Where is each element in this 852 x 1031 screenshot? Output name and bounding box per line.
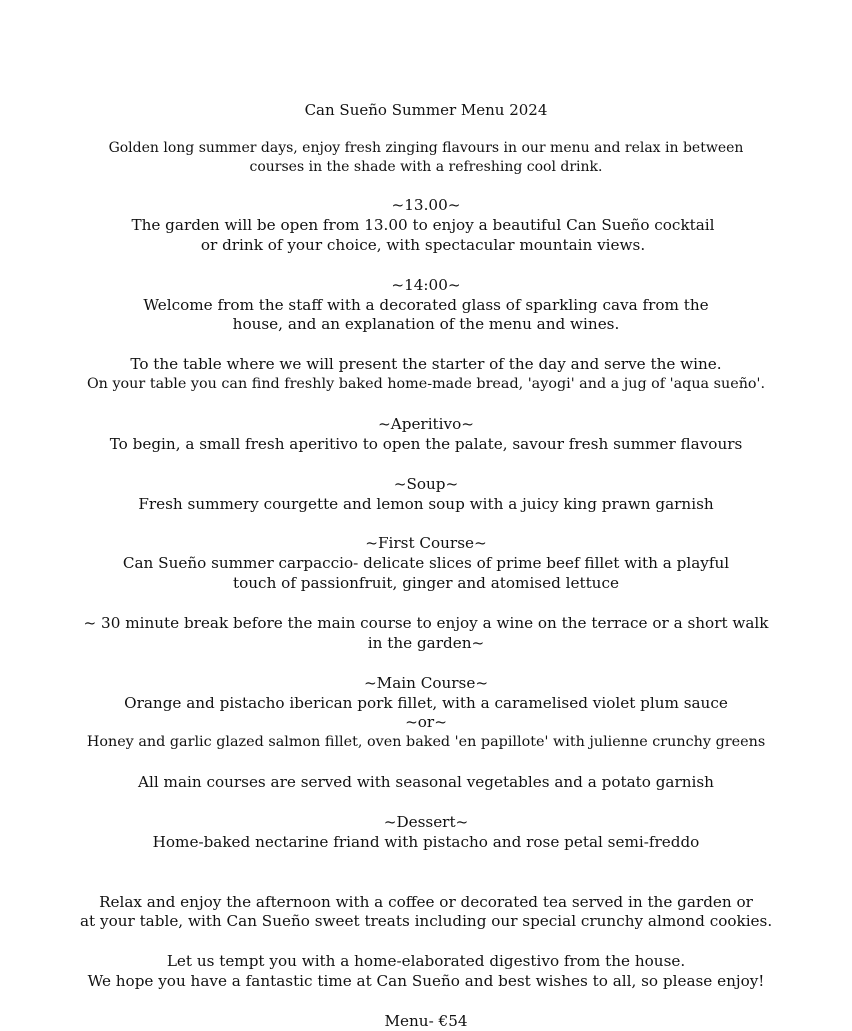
aperitivo-text: To begin, a small fresh aperitivo to open the palate, savour fresh summer flavours: [109, 434, 743, 453]
table-text-line2: On your table you can find freshly baked home-made bread, 'ayogi' and a jug of 'aqua sueño'.: [86, 376, 766, 393]
main-course-heading: ~Main Course~: [363, 673, 489, 692]
table-text-line1: To the table where we will present the starter of the day and serve the wine.: [130, 355, 722, 374]
menu-title: Can Sueño Summer Menu 2024: [304, 101, 548, 119]
soup-text: Fresh summery courgette and lemon soup with a juicy king prawn garnish: [138, 494, 714, 513]
main-course-or: ~or~: [405, 713, 447, 732]
dessert-text: Home-baked nectarine friand with pistacho and rose petal semi-freddo: [152, 832, 700, 851]
main-course-option1: Orange and pistacho iberican pork fillet, with a caramelised violet plum sauce: [124, 693, 728, 712]
welcome-text: Welcome from the staff with a decorated glass of sparkling cava from the house, and an explanation of the menu and wines.: [143, 295, 709, 334]
menu-price: Menu- €54: [384, 1012, 468, 1030]
closing-line4: We hope you have a fantastic time at Can Sueño and best wishes to all, so please enjoy!: [87, 972, 765, 991]
main-course-option2: Honey and garlic glazed salmon fillet, oven baked 'en papillote' with julienne crunchy greens: [86, 734, 766, 751]
closing-line3: Let us tempt you with a home-elaborated digestivo from the house.: [166, 952, 686, 971]
closing-line2: at your table, with Can Sueño sweet treats including our special crunchy almond cookies.: [80, 912, 773, 931]
break-text: ~ 30 minute break before the main course to enjoy a wine on the terrace or a short walk in the garden~: [83, 613, 769, 652]
intro-paragraph: Golden long summer days, enjoy fresh zinging flavours in our menu and relax in between courses in the shade with a refreshing cool drink.: [108, 140, 744, 175]
menu-body: [80, 196, 772, 992]
closing-line1: Relax and enjoy the afternoon with a coffee or decorated tea served in the garden or: [99, 892, 753, 911]
garden-text: The garden will be open from 13.00 to enjoy a beautiful Can Sueño cocktail or drink of your choice, with spectacular mountain views.: [131, 215, 715, 254]
first-course-text: Can Sueño summer carpaccio- delicate slices of prime beef fillet with a playful touch of passionfruit, ginger and atomised lettuce: [122, 554, 730, 593]
dessert-heading: ~Dessert~: [383, 812, 469, 831]
garden-time: ~13.00~: [391, 196, 461, 214]
main-course-note: All main courses are served with seasonal vegetables and a potato garnish: [138, 773, 714, 792]
welcome-time: ~14:00~: [391, 275, 461, 294]
first-course-heading: ~First Course~: [365, 534, 487, 553]
soup-heading: ~Soup~: [393, 474, 459, 493]
aperitivo-heading: ~Aperitivo~: [378, 414, 474, 433]
